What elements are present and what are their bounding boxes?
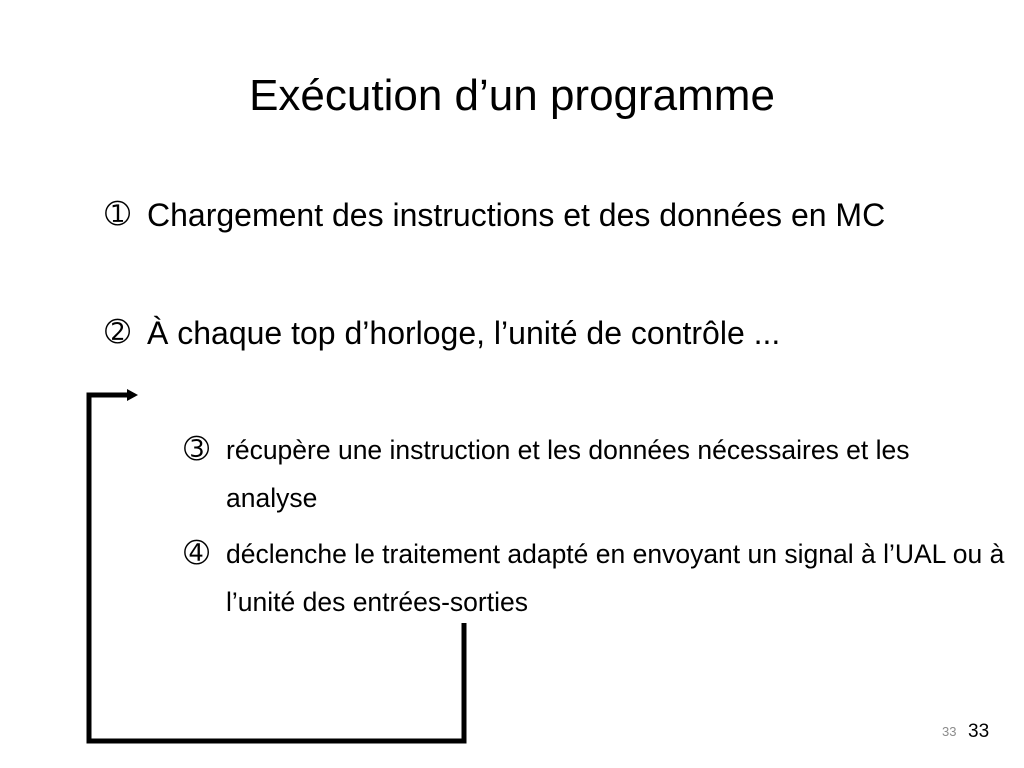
sub-bullet-item-3: [184, 426, 1006, 522]
circled-number-three-icon: ➂: [184, 433, 210, 466]
bullet-text: déclenche le traitement adapté en envoyant un signal à l’UAL ou à l’unité des entrées-sorties: [226, 539, 1005, 617]
circled-number-one-icon: ➀: [105, 198, 131, 231]
bullet-text: Chargement des instructions et des données en MC: [147, 197, 886, 233]
slide-number-small: 33: [942, 724, 957, 739]
sub-bullet-item-4: [184, 530, 1006, 626]
bullet-item-2: [105, 310, 977, 356]
circled-number-four-icon: ➃: [184, 537, 210, 570]
bullet-text: récupère une instruction et les données nécessaires et les analyse: [226, 435, 910, 513]
slide-number: 33: [968, 721, 990, 742]
bullet-text: À chaque top d’horloge, l’unité de contrôle ...: [147, 315, 781, 351]
circled-number-two-icon: ➁: [105, 316, 131, 349]
slide-title: Exécution d’un programme: [249, 71, 775, 120]
bullet-item-1: [105, 192, 927, 238]
